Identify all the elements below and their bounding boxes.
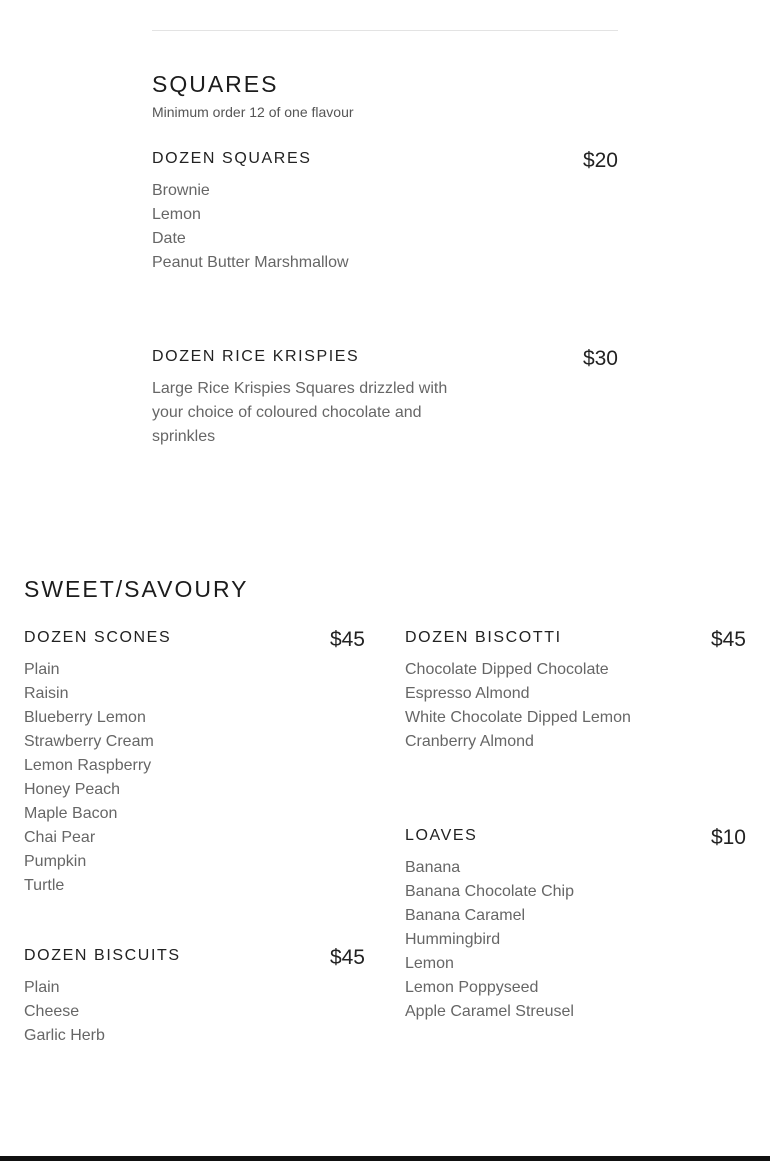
flavour-item: Plain	[24, 661, 60, 678]
section-divider	[152, 30, 618, 31]
flavour-item: Garlic Herb	[24, 1027, 105, 1044]
flavour-item: Maple Bacon	[24, 805, 118, 822]
menu-item-dozen-scones	[24, 628, 365, 898]
flavour-item: Apple Caramel Streusel	[405, 1003, 574, 1020]
item-name: DOZEN BISCUITS	[24, 947, 181, 964]
item-price: $45	[329, 946, 365, 969]
item-name: DOZEN SQUARES	[152, 150, 312, 167]
flavour-item: Pumpkin	[24, 853, 87, 870]
flavour-item: Cheese	[24, 1003, 80, 1020]
flavour-item: Blueberry Lemon	[24, 709, 146, 726]
menu-item-loaves	[405, 826, 746, 1026]
flavour-item: Raisin	[24, 685, 69, 702]
menu-item-dozen-biscuits	[24, 946, 365, 1051]
sweet-savoury-section-title: SWEET/SAVOURY	[24, 576, 249, 602]
flavour-item: Banana Caramel	[405, 907, 526, 924]
flavour-item: Lemon Raspberry	[24, 757, 152, 774]
flavour-item: Date	[152, 230, 186, 247]
flavour-list	[405, 856, 574, 1024]
item-price: $10	[710, 826, 746, 849]
flavour-item: Espresso Almond	[405, 685, 530, 702]
item-price: $20	[582, 149, 618, 172]
flavour-item: Hummingbird	[405, 931, 501, 948]
item-name: LOAVES	[405, 827, 478, 844]
squares-section-title: SQUARES	[152, 71, 279, 97]
item-price: $30	[582, 347, 618, 370]
flavour-item: Plain	[24, 979, 60, 996]
flavour-item: Banana Chocolate Chip	[405, 883, 575, 900]
flavour-item: Peanut Butter Marshmallow	[152, 254, 349, 271]
flavour-item: Lemon	[152, 206, 201, 223]
squares-section-subtitle: Minimum order 12 of one flavour	[152, 104, 354, 120]
flavour-list	[405, 658, 631, 754]
flavour-item: Brownie	[152, 182, 210, 199]
item-name: DOZEN SCONES	[24, 629, 172, 646]
flavour-item: Strawberry Cream	[24, 733, 154, 750]
flavour-item: Lemon Poppyseed	[405, 979, 539, 996]
flavour-item: Lemon	[405, 955, 454, 972]
flavour-item: Chai Pear	[24, 829, 96, 846]
flavour-item: Cranberry Almond	[405, 733, 534, 750]
footer-bar	[0, 1156, 770, 1161]
item-name: DOZEN RICE KRISPIES	[152, 348, 360, 365]
menu-item-dozen-biscotti	[405, 628, 746, 758]
item-description: Large Rice Krispies Squares drizzled with your choice of coloured chocolate and sprinkles	[152, 380, 448, 445]
flavour-item: Banana	[405, 859, 461, 876]
flavour-item: Chocolate Dipped Chocolate	[405, 661, 609, 678]
flavour-item: Honey Peach	[24, 781, 121, 798]
item-price: $45	[710, 628, 746, 651]
flavour-list	[24, 658, 154, 898]
flavour-list	[152, 179, 349, 275]
flavour-list	[24, 976, 105, 1048]
item-name: DOZEN BISCOTTI	[405, 629, 562, 646]
flavour-item: Turtle	[24, 877, 65, 894]
menu-item-dozen-squares	[152, 149, 618, 279]
item-price: $45	[329, 628, 365, 651]
flavour-item: White Chocolate Dipped Lemon	[405, 709, 631, 726]
menu-item-dozen-rice-krispies	[152, 347, 618, 457]
